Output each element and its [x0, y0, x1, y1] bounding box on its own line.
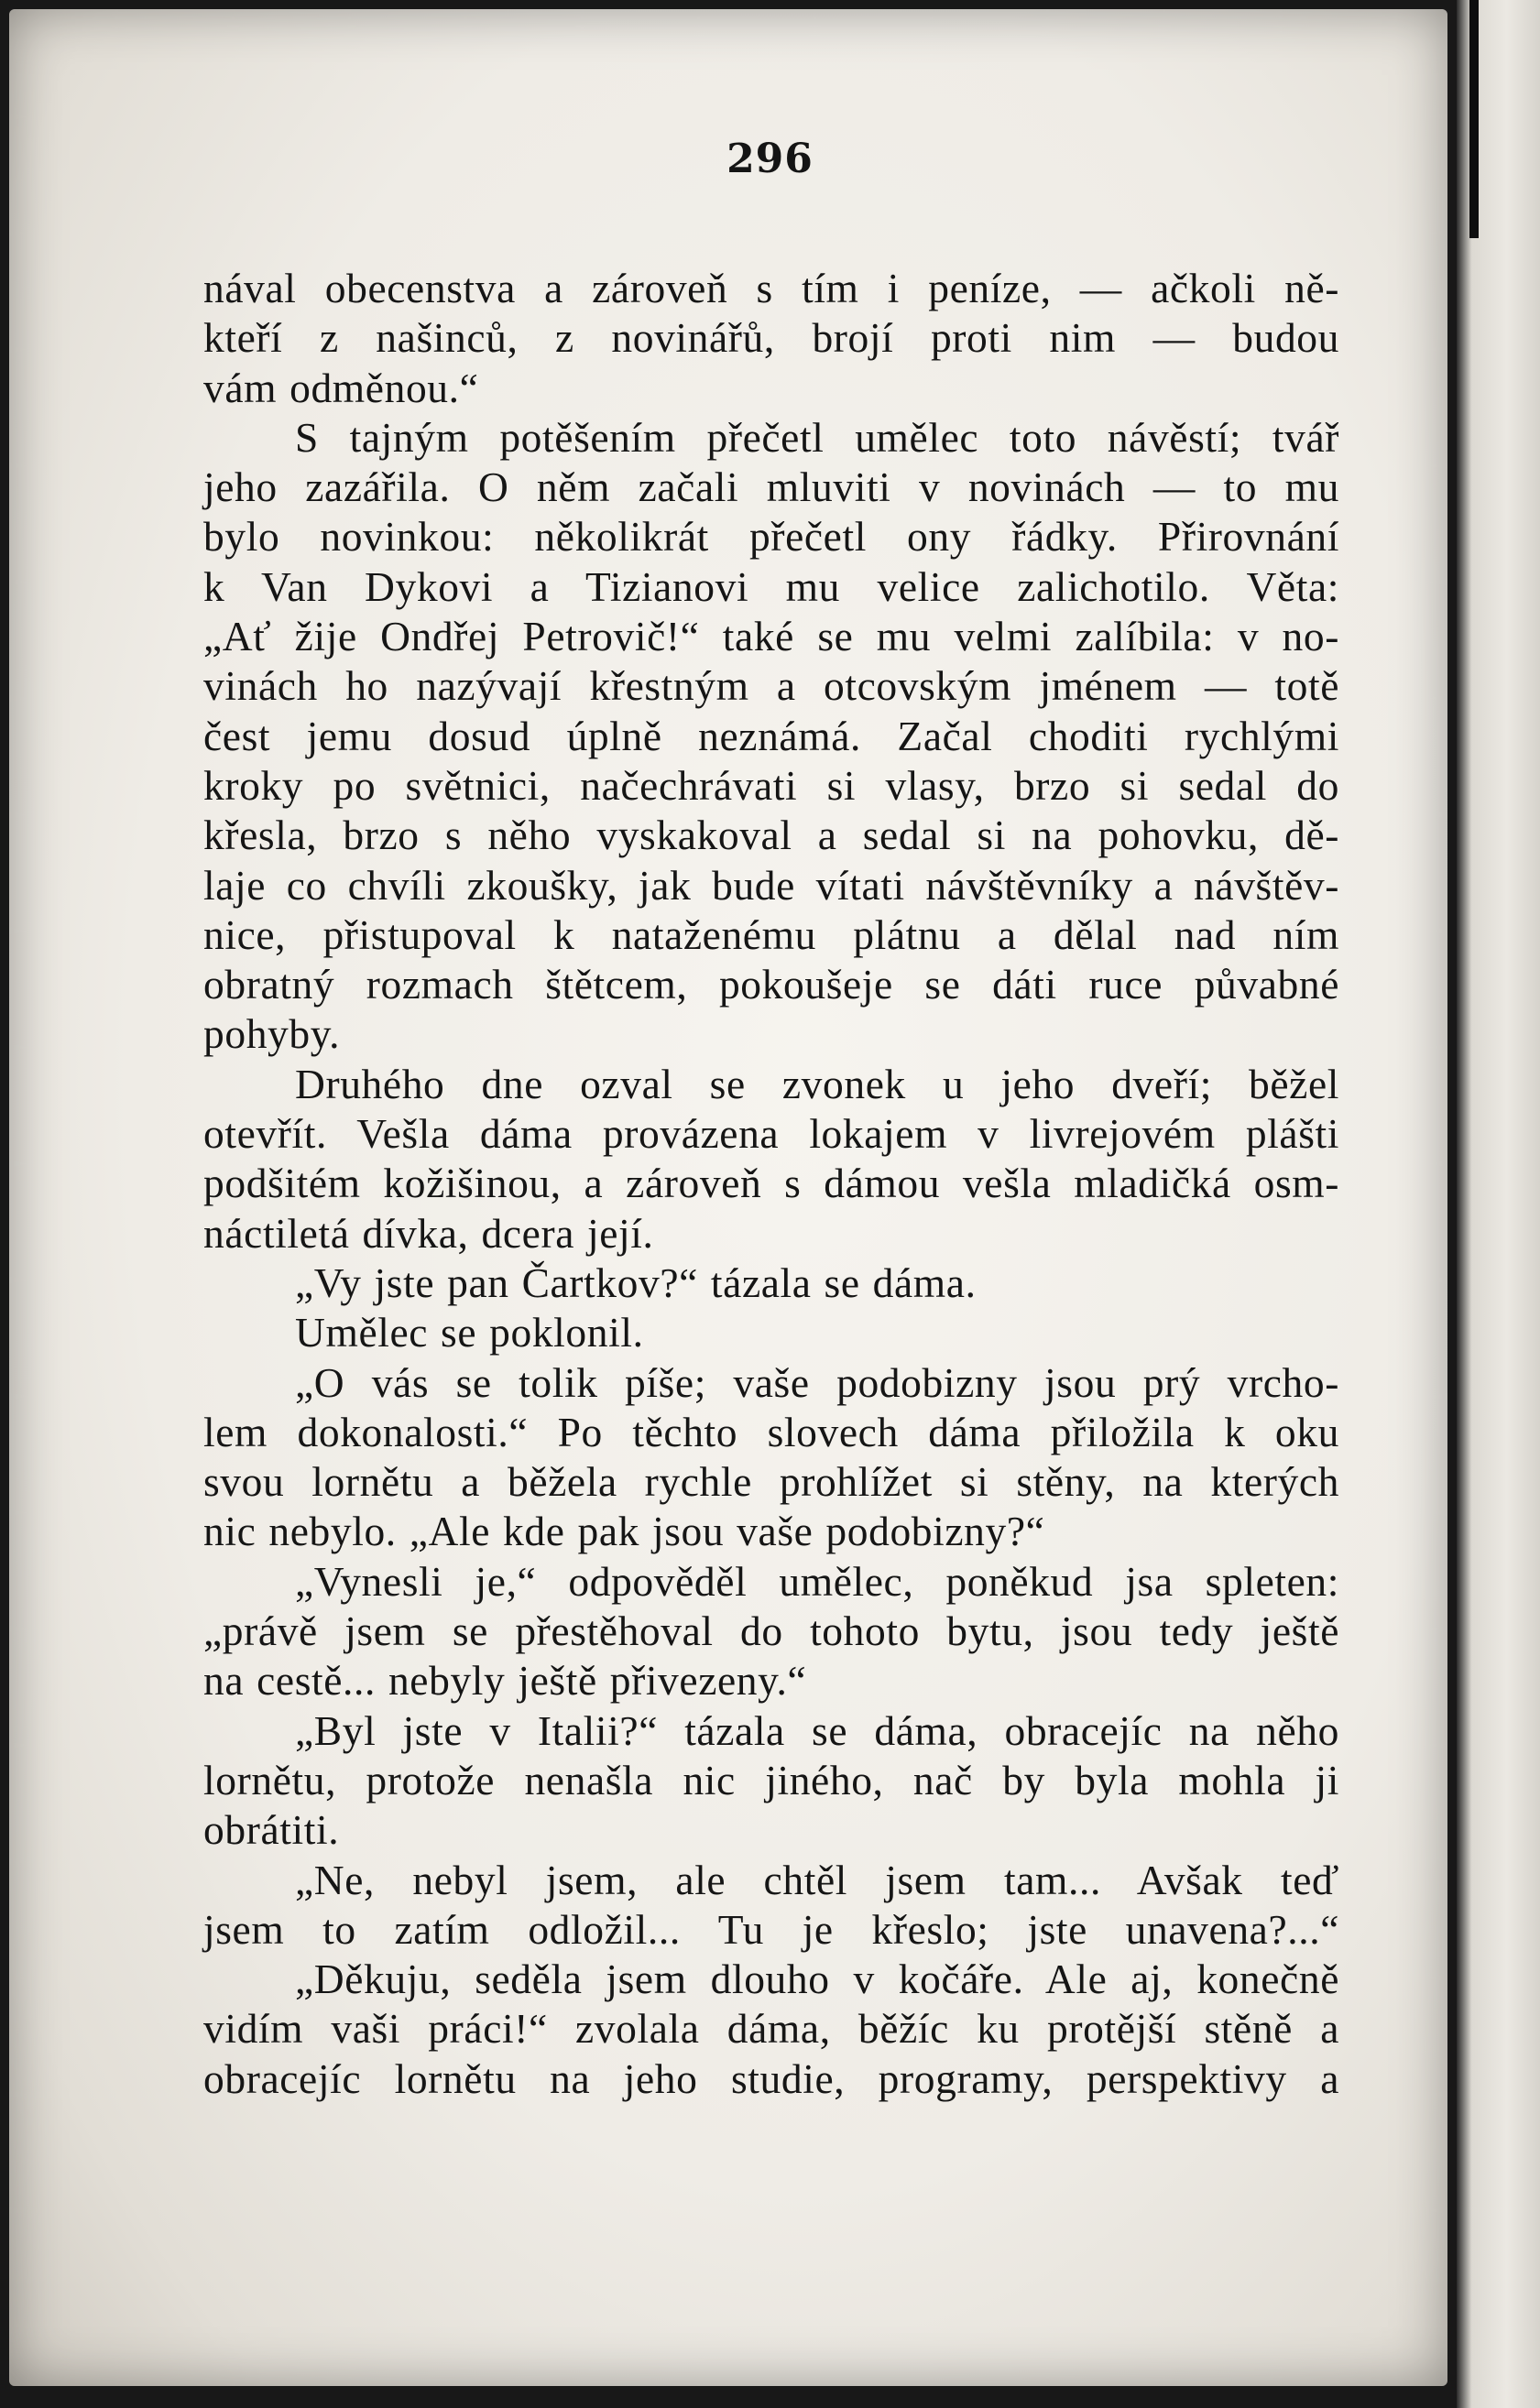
- text-line: čest jemu dosud úplně neznámá. Začal choditi rychlými: [203, 712, 1339, 759]
- text-line: obratný rozmach štětcem, pokoušeje se dáti ruce půvabné: [203, 961, 1339, 1008]
- text-line: svou lornětu a běžela rychle prohlížet si stěny, na kterých: [203, 1458, 1339, 1506]
- text-line: vidím vaši práci!“ zvolala dáma, běžíc ku protější stěně a: [203, 2005, 1339, 2053]
- text-line: laje co chvíli zkoušky, jak bude vítati návštěvníky a návštěv-: [203, 861, 1339, 909]
- text-line: lem dokonalosti.“ Po těchto slovech dáma přiložila k oku: [203, 1408, 1339, 1455]
- text-line: pohyby.: [203, 1010, 341, 1058]
- text-line: křesla, brzo s něho vyskakoval a sedal si na pohovku, dě-: [203, 812, 1339, 859]
- text-line: „Ať žije Ondřej Petrovič!“ také se mu velmi zalíbila: v no-: [203, 613, 1339, 660]
- text-line: „Byl jste v Italii?“ tázala se dáma, obracejíc na něho: [295, 1706, 1339, 1754]
- text-line: jsem to zatím odložil... Tu je křeslo; jste unavena?...“: [203, 1905, 1339, 1953]
- text-line: Umělec se poklonil.: [295, 1309, 644, 1357]
- text-line: bylo novinkou: několikrát přečetl ony řádky. Přirovnání: [203, 513, 1339, 561]
- text-line: na cestě... nebyly ještě přivezeny.“: [203, 1657, 807, 1705]
- text-line: jeho zazářila. O něm začali mluviti v novinách — to mu: [203, 463, 1339, 511]
- text-line: podšitém kožišinou, a zároveň s dámou vešla mladičká osm-: [203, 1160, 1339, 1207]
- text-line: vinách ho nazývají křestným a otcovským jménem — totě: [203, 662, 1339, 710]
- text-line: náctiletá dívka, dcera její.: [203, 1209, 654, 1257]
- text-line: „právě jsem se přestěhoval do tohoto bytu, jsou tedy ještě: [203, 1607, 1339, 1655]
- text-line: Druhého dne ozval se zvonek u jeho dveří; běžel: [295, 1060, 1339, 1107]
- page-number: 296: [726, 136, 814, 182]
- text-line: vám odměnou.“: [203, 364, 479, 411]
- text-line: kroky po světnici, načechrávati si vlasy, brzo si sedal do: [203, 761, 1339, 809]
- text-line: otevřít. Vešla dáma provázena lokajem v livrejovém plášti: [203, 1110, 1339, 1158]
- text-line: nával obecenstva a zároveň s tím i peníze, — ačkoli ně-: [203, 265, 1339, 311]
- binding-shadow: [1469, 0, 1479, 238]
- text-line: nice, přistupoval k nataženému plátnu a dělal nad ním: [203, 910, 1339, 958]
- text-line: obracejíc lornětu na jeho studie, programy, perspektivy a: [203, 2054, 1339, 2102]
- text-line: „Vy jste pan Čartkov?“ tázala se dáma.: [295, 1258, 977, 1306]
- text-line: „Vynesli je,“ odpověděl umělec, poněkud jsa spleten:: [295, 1557, 1339, 1605]
- text-line: k Van Dykovi a Tizianovi mu velice zalichotilo. Věta:: [203, 562, 1339, 610]
- text-line: „Ne, nebyl jsem, ale chtěl jsem tam... Avšak teď: [295, 1856, 1339, 1903]
- text-line: S tajným potěšením přečetl umělec toto návěstí; tvář: [295, 413, 1339, 461]
- body-text: [203, 264, 1339, 2104]
- text-line: obrátiti.: [203, 1806, 340, 1854]
- text-line: „Děkuju, seděla jsem dlouho v kočáře. Ale aj, konečně: [295, 1956, 1339, 2003]
- text-line: kteří z našinců, z novinářů, brojí proti nim — budou: [203, 314, 1339, 362]
- next-page-edge: [1457, 0, 1540, 2408]
- text-line: nic nebylo. „Ale kde pak jsou vaše podobizny?“: [203, 1508, 1045, 1555]
- text-line: „O vás se tolik píše; vaše podobizny jsou prý vrcho-: [295, 1358, 1339, 1406]
- text-line: lornětu, protože nenašla nic jiného, nač by byla mohla ji: [203, 1756, 1339, 1803]
